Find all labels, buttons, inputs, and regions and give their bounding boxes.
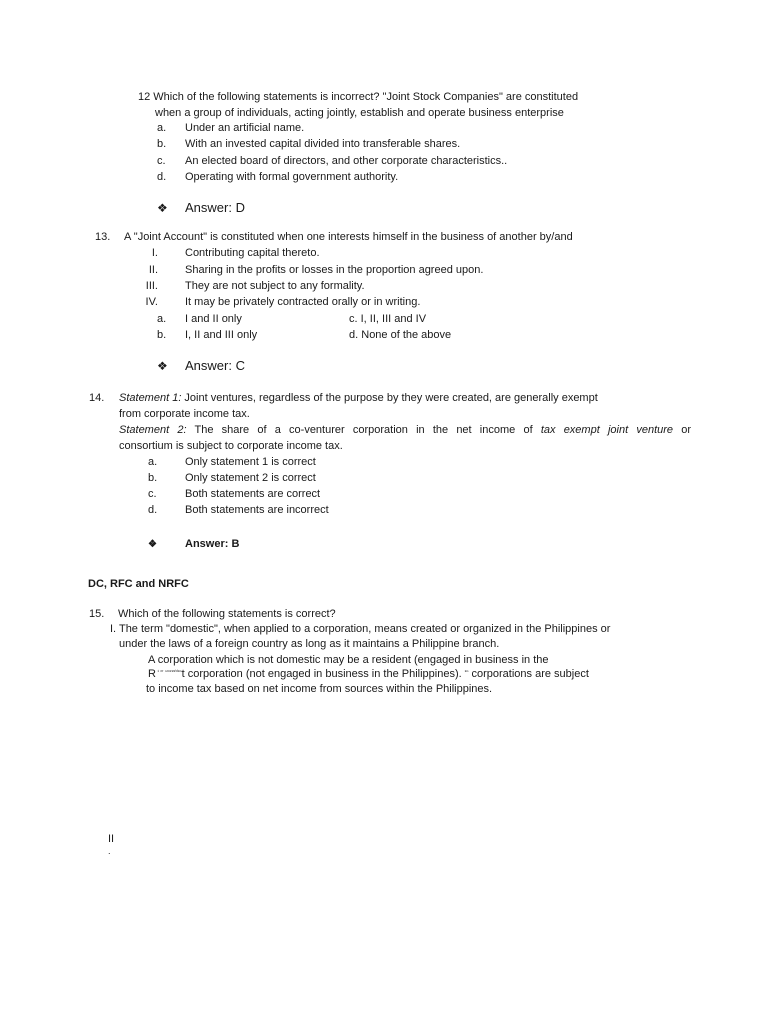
option-label: b. bbox=[148, 472, 158, 484]
page-fragment-numeral: II bbox=[108, 833, 115, 845]
answer-text: Answer: D bbox=[185, 200, 245, 215]
q14-statement-1 bbox=[119, 391, 598, 405]
text-run: corporations are subject bbox=[468, 668, 589, 680]
option-label: d. bbox=[148, 504, 158, 516]
diamond-bullet-icon: ❖ bbox=[157, 359, 168, 373]
option-text: I, II and III only bbox=[185, 329, 258, 341]
q13-item-2 bbox=[128, 263, 483, 277]
q12-option-a bbox=[157, 121, 304, 135]
option-label: d. bbox=[349, 329, 359, 341]
answer-text: Answer: B bbox=[185, 538, 240, 550]
option-label: c. bbox=[349, 313, 358, 325]
q14-option-d bbox=[148, 503, 329, 517]
roman-numeral: III. bbox=[145, 280, 158, 292]
text-run: The share of a co-venturer corporation in the net income of bbox=[186, 424, 541, 436]
q13-item-3 bbox=[128, 279, 365, 293]
diamond-bullet-icon: ❖ bbox=[148, 539, 157, 550]
item-text: Contributing capital thereto. bbox=[185, 247, 320, 259]
q13-item-4 bbox=[128, 295, 420, 309]
option-text: None of the above bbox=[361, 329, 452, 341]
question-number: 13. bbox=[95, 231, 111, 243]
q13-options-row-1 bbox=[157, 312, 426, 326]
q13-stem bbox=[95, 230, 573, 244]
option-text: Only statement 1 is correct bbox=[185, 456, 316, 468]
option-text: An elected board of directors, and other corporate characteristics.. bbox=[185, 155, 508, 167]
section-heading: DC, RFC and NRFC bbox=[88, 578, 189, 590]
q12-stem-line-1: 12 Which of the following statements is incorrect? "Joint Stock Companies" are constituted bbox=[138, 91, 579, 103]
item-text: It may be privately contracted orally or in writing. bbox=[185, 296, 421, 308]
q14-statement-1-cont: from corporate income tax. bbox=[119, 408, 250, 420]
text-run: Statement 1: bbox=[119, 392, 182, 404]
option-text: Both statements are incorrect bbox=[185, 504, 329, 516]
item-text: They are not subject to any formality. bbox=[185, 280, 365, 292]
q15-line-3: A corporation which is not domestic may be a resident (engaged in business in the bbox=[148, 654, 549, 666]
option-text: Under an artificial name. bbox=[185, 122, 305, 134]
q15-line-2: under the laws of a foreign country as long as it maintains a Philippine branch. bbox=[119, 638, 500, 650]
q15-line-1: I. The term "domestic", when applied to a corporation, means created or organized in the Philippines or bbox=[110, 623, 611, 635]
option-label: a. bbox=[157, 313, 167, 325]
option-label: b. bbox=[157, 138, 167, 150]
q12-option-b bbox=[157, 137, 460, 151]
diamond-bullet-icon: ❖ bbox=[157, 201, 168, 215]
q14-statement-2 bbox=[119, 423, 691, 437]
option-label: a. bbox=[157, 122, 167, 134]
q15-line-5: to income tax based on net income from sources within the Philippines. bbox=[146, 683, 493, 695]
roman-numeral: II. bbox=[148, 264, 158, 276]
q15-line-4 bbox=[148, 667, 589, 681]
text-run: ¹ ᵒʳ ⁿᵒⁿʳᵉˢⁱᵈᵉⁿ bbox=[155, 669, 182, 675]
question-text: Which of the following statements is correct? bbox=[118, 608, 336, 620]
item-text: Sharing in the profits or losses in the proportion agreed upon. bbox=[185, 264, 484, 276]
roman-numeral: I. bbox=[151, 247, 158, 259]
q13-item-1 bbox=[128, 246, 320, 260]
q14-option-b bbox=[148, 471, 316, 485]
q12-answer bbox=[157, 201, 245, 215]
text-run: Statement 2: bbox=[119, 424, 187, 436]
option-label: c. bbox=[148, 488, 157, 500]
option-text: Both statements are correct bbox=[185, 488, 321, 500]
q14-option-c bbox=[148, 487, 320, 501]
text-run: ᵉⁿ bbox=[464, 669, 469, 675]
option-text: Operating with formal government authority. bbox=[185, 171, 399, 183]
option-label: b. bbox=[157, 329, 167, 341]
q13-options-row-2 bbox=[157, 328, 451, 342]
option-text: I, II, III and IV bbox=[360, 313, 427, 325]
q14-answer bbox=[148, 537, 239, 552]
q14-statement-2-cont: consortium is subject to corporate income tax. bbox=[119, 440, 343, 452]
question-text: A "Joint Account" is constituted when one interests himself in the business of another by/and bbox=[124, 231, 573, 243]
option-text: Only statement 2 is correct bbox=[185, 472, 316, 484]
q13-answer bbox=[157, 359, 245, 373]
question-number: 15. bbox=[89, 608, 105, 620]
option-label: d. bbox=[157, 171, 167, 183]
option-text: With an invested capital divided into transferable shares. bbox=[185, 138, 461, 150]
answer-text: Answer: C bbox=[185, 358, 245, 373]
option-text: I and II only bbox=[185, 313, 242, 325]
q12-option-d bbox=[157, 170, 398, 184]
text-run: R bbox=[148, 668, 156, 680]
option-label: a. bbox=[148, 456, 158, 468]
text-run: t corporation (not engaged in business in the Philippines). bbox=[181, 668, 465, 680]
q12-stem-line-2: when a group of individuals, acting jointly, establish and operate business enterprise bbox=[155, 107, 564, 119]
q14-number: 14. bbox=[89, 392, 105, 404]
q14-option-a bbox=[148, 455, 316, 469]
text-run: tax exempt joint venture bbox=[540, 424, 674, 436]
roman-numeral: IV. bbox=[145, 296, 158, 308]
q14-statement-2-wrap bbox=[119, 423, 691, 437]
text-run: Joint ventures, regardless of the purpose by they were created, are generally exempt bbox=[181, 392, 598, 404]
page-fragment-dot: . bbox=[108, 846, 111, 856]
text-run: or bbox=[673, 424, 692, 436]
q15-stem bbox=[89, 607, 336, 621]
option-label: c. bbox=[157, 155, 166, 167]
q12-option-c bbox=[157, 154, 507, 168]
